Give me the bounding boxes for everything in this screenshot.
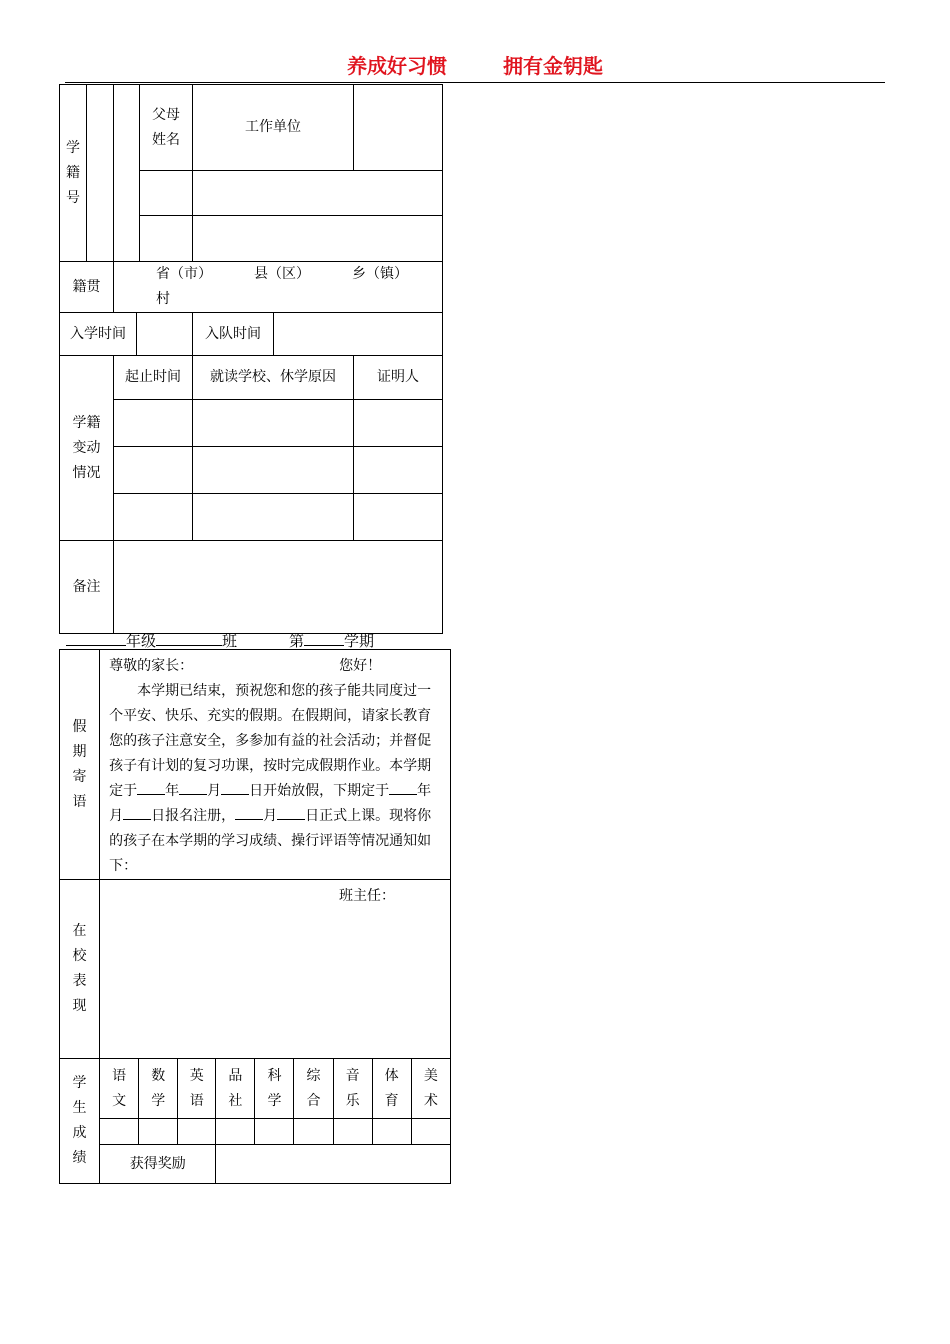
score-cell[interactable] <box>100 1119 139 1145</box>
parent-name-value-1[interactable] <box>140 171 193 216</box>
work-unit-value-1[interactable] <box>193 171 443 216</box>
work-unit-extra[interactable] <box>354 85 443 171</box>
report-card-table <box>59 649 451 1184</box>
witness-value-1[interactable] <box>354 400 443 447</box>
score-cell[interactable] <box>333 1119 372 1145</box>
subject-cell: 综合 <box>294 1059 333 1119</box>
year-blank-2[interactable] <box>389 782 417 795</box>
score-cell[interactable] <box>139 1119 178 1145</box>
notice-para1: 本学期已结束，预祝您和您的孩子能共同度过一个平安、快乐、充实的假期。在假期间，请家长教育您的孩子注意安全，多参加有益的社会活动；并督促孩子有计划的复习功课，按时完成假期作业。本学期定于 <box>109 683 432 799</box>
period-value-3[interactable] <box>114 494 193 541</box>
month-label-2: 月 <box>109 808 124 824</box>
month-blank-3[interactable] <box>235 807 263 820</box>
reason-value-2[interactable] <box>193 447 354 494</box>
reason-value-3[interactable] <box>193 494 354 541</box>
holiday-notice <box>100 650 451 880</box>
work-unit-label: 工作单位 <box>193 85 354 171</box>
award-label: 获得奖励 <box>100 1145 216 1184</box>
province-label: 省（市） <box>156 266 212 282</box>
holiday-label: 假期寄语 <box>60 650 100 880</box>
subject-cell: 音乐 <box>333 1059 372 1119</box>
page-title <box>0 50 950 79</box>
blank-cell[interactable] <box>114 85 140 262</box>
subject-cell: 语文 <box>100 1059 139 1119</box>
grade-blank[interactable] <box>66 631 126 646</box>
period-value-2[interactable] <box>114 447 193 494</box>
period-value-1[interactable] <box>114 400 193 447</box>
subject-cell: 美术 <box>411 1059 450 1119</box>
parent-name-label: 父母姓名 <box>140 85 193 171</box>
class-label: 班 <box>222 632 238 650</box>
day-class-text: 日正式上课。现将你的孩子在本学期的学习成绩、操行评语等情况通知如下： <box>109 808 432 874</box>
county-label: 县（区） <box>254 266 310 282</box>
title-right: 拥有金钥匙 <box>503 54 603 78</box>
student-id-value[interactable] <box>87 85 114 262</box>
school-reason-label: 就读学校、休学原因 <box>193 356 354 400</box>
month-label-3: 月 <box>263 808 278 824</box>
day-blank-3[interactable] <box>277 807 305 820</box>
day-start-text: 日开始放假，下期定于 <box>249 783 390 799</box>
score-cell[interactable] <box>294 1119 333 1145</box>
ordinal-label: 第 <box>289 632 305 650</box>
month-label-1: 月 <box>207 783 222 799</box>
score-cell[interactable] <box>372 1119 411 1145</box>
class-blank[interactable] <box>156 631 222 646</box>
subject-cell: 体育 <box>372 1059 411 1119</box>
score-cell[interactable] <box>216 1119 255 1145</box>
semester-label: 学期 <box>344 632 375 650</box>
enroll-label: 入学时间 <box>60 313 137 356</box>
hello: 您好！ <box>339 658 382 674</box>
native-place-label: 籍贯 <box>60 262 114 313</box>
day-blank-1[interactable] <box>221 782 249 795</box>
score-cell[interactable] <box>411 1119 450 1145</box>
remarks-value[interactable] <box>114 541 443 634</box>
remarks-label: 备注 <box>60 541 114 634</box>
enroll-value[interactable] <box>137 313 193 356</box>
work-unit-value-2[interactable] <box>193 216 443 262</box>
township-label: 乡（镇） <box>352 266 408 282</box>
title-left: 养成好习惯 <box>347 54 447 78</box>
village-label: 村 <box>156 291 170 307</box>
performance-value[interactable] <box>100 880 451 1059</box>
performance-label: 在校表现 <box>60 880 100 1059</box>
semester-blank[interactable] <box>304 631 344 646</box>
change-label: 学籍变动情况 <box>60 356 114 541</box>
student-record-table <box>59 84 443 634</box>
period-label: 起止时间 <box>114 356 193 400</box>
greeting: 尊敬的家长： <box>109 658 194 674</box>
team-label: 入队时间 <box>193 313 274 356</box>
score-cell[interactable] <box>255 1119 294 1145</box>
title-rule <box>65 82 885 83</box>
month-blank-1[interactable] <box>179 782 207 795</box>
parent-name-value-2[interactable] <box>140 216 193 262</box>
score-cell[interactable] <box>178 1119 216 1145</box>
day-blank-2[interactable] <box>123 807 151 820</box>
witness-value-2[interactable] <box>354 447 443 494</box>
year-label-2: 年 <box>417 783 432 799</box>
subject-cell: 数学 <box>139 1059 178 1119</box>
teacher-label: 班主任： <box>339 888 395 904</box>
student-id-label: 学籍号 <box>60 85 87 262</box>
subject-cell: 科学 <box>255 1059 294 1119</box>
grades-label: 学生成绩 <box>60 1059 100 1184</box>
award-value[interactable] <box>216 1145 451 1184</box>
year-blank-1[interactable] <box>137 782 165 795</box>
subject-cell: 英语 <box>178 1059 216 1119</box>
term-line <box>66 630 374 651</box>
day-register-text: 日报名注册， <box>151 808 236 824</box>
reason-value-1[interactable] <box>193 400 354 447</box>
witness-value-3[interactable] <box>354 494 443 541</box>
grade-label: 年级 <box>126 632 157 650</box>
witness-label: 证明人 <box>354 356 443 400</box>
subject-cell: 品社 <box>216 1059 255 1119</box>
team-value[interactable] <box>274 313 443 356</box>
year-label-1: 年 <box>165 783 180 799</box>
native-place-value[interactable] <box>114 262 443 313</box>
